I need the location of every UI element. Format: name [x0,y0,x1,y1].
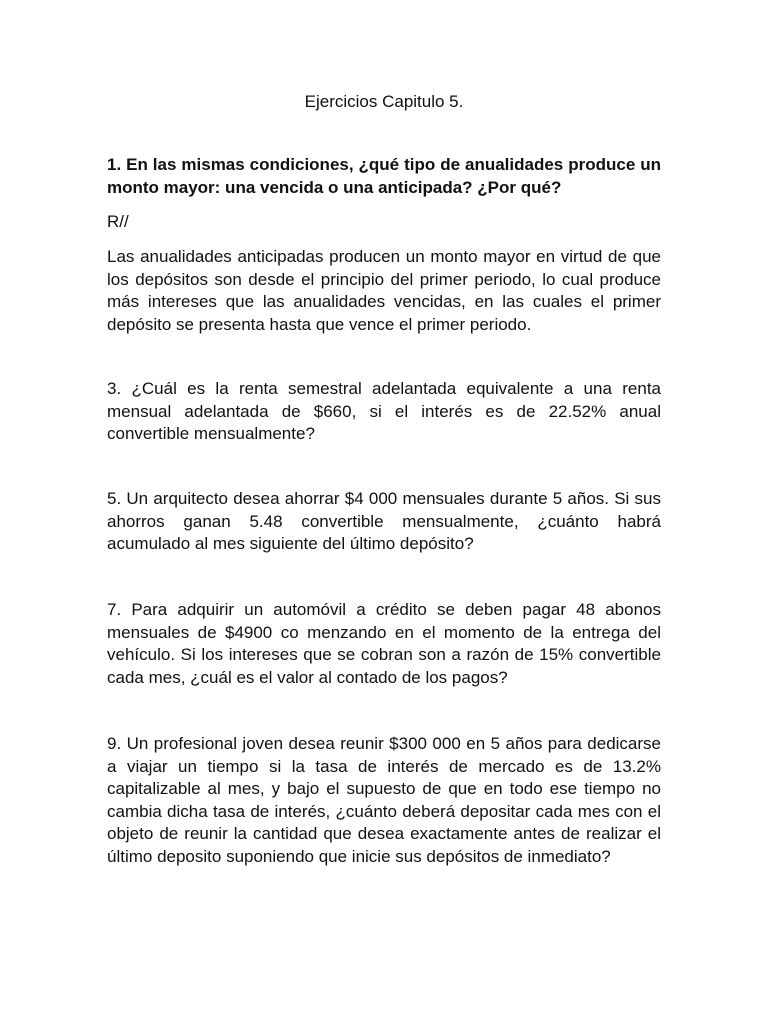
question-7: 7. Para adquirir un automóvil a crédito se deben pagar 48 abonos mensuales de $4900 co menzando en el momento de la entrega del vehículo. Si los intereses que se cobran son a razón de 15% convertible cada mes, ¿cuál es el valor al contado de los pagos? [107,600,661,687]
question-3: 3. ¿Cuál es la renta semestral adelantada equivalente a una renta mensual adelantada de $660, si el interés es de 22.52% anual convertible mensualmente? [107,379,661,444]
document-title: Ejercicios Capitulo 5. [304,92,464,111]
answer-label: R// [107,212,129,231]
question-5: 5. Un arquitecto desea ahorrar $4 000 mensuales durante 5 años. Si sus ahorros ganan 5.48 convertible mensualmente, ¿cuánto habrá acumulado al mes siguiente del último depósito? [107,489,661,554]
question-9: 9. Un profesional joven desea reunir $300 000 en 5 años para dedicarse a viajar un tiempo si la tasa de interés de mercado es de 13.2% capitalizable al mes, y bajo el supuesto de que en todo ese tiempo no cambia dicha tasa de interés, ¿cuánto deberá depositar cada mes con el objeto de reunir la cantidad que desea exactamente antes de realizar el último deposito suponiendo que inicie sus depósitos de inmediato? [107,734,661,866]
answer-1: Las anualidades anticipadas producen un monto mayor en virtud de que los depósitos son desde el principio del primer periodo, lo cual produce más intereses que las anualidades vencidas, en las cuales el primer depósito se presenta hasta que vence el primer periodo. [107,247,661,334]
question-1: 1. En las mismas condiciones, ¿qué tipo de anualidades produce un monto mayor: una vencida o una anticipada? ¿Por qué? [107,155,661,197]
